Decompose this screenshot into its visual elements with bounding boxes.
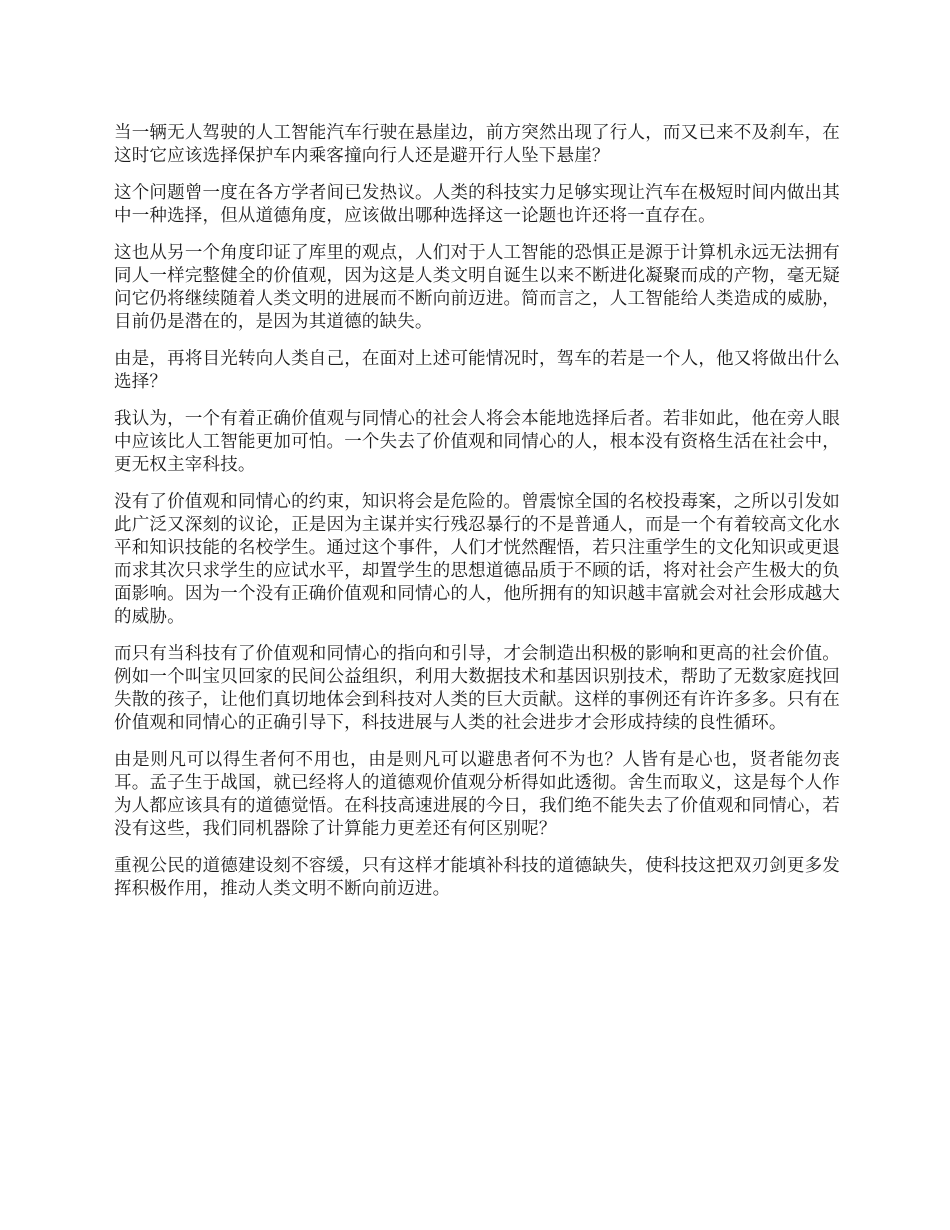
paragraph-9: 重视公民的道德建设刻不容缓，只有这样才能填补科技的道德缺失，使科技这把双刃剑更多发挥积极作用，推动人类文明不断向前迈进。: [114, 856, 840, 899]
paragraph-3: 这也从另一个角度印证了库里的观点，人们对于人工智能的恐惧正是源于计算机永远无法拥有同人一样完整健全的价值观，因为这是人类文明自诞生以来不断进化凝聚而成的产物，毫无疑问它仍将继续随着人类文明的进展而不断向前迈进。简而言之，人工智能给人类造成的威胁，目前仍是潜在的，是因为其道德的缺失。: [114, 243, 840, 332]
paragraph-4: 由是，再将目光转向人类自己，在面对上述可能情况时，驾车的若是一个人，他又将做出什么选择？: [114, 349, 840, 392]
paragraph-5: 我认为，一个有着正确价值观与同情心的社会人将会本能地选择后者。若非如此，他在旁人眼中应该比人工智能更加可怕。一个失去了价值观和同情心的人，根本没有资格生活在社会中，更无权主宰科技。: [114, 409, 840, 475]
paragraph-6: 没有了价值观和同情心的约束，知识将会是危险的。曾震惊全国的名校投毒案，之所以引发如此广泛又深刻的议论，正是因为主谋并实行残忍暴行的不是普通人，而是一个有着较高文化水平和知识技能的名校学生。通过这个事件，人们才恍然醒悟，若只注重学生的文化知识或更退而求其次只求学生的应试水平，却置学生的思想道德品质于不顾的话，将对社会产生极大的负面影响。因为一个没有正确价值观和同情心的人，他所拥有的知识越丰富就会对社会形成越大的威胁。: [114, 492, 840, 627]
paragraph-2: 这个问题曾一度在各方学者间已发热议。人类的科技实力足够实现让汽车在极短时间内做出其中一种选择，但从道德角度，应该做出哪种选择这一论题也许还将一直存在。: [114, 183, 840, 226]
paragraph-8: 由是则凡可以得生者何不用也，由是则凡可以避患者何不为也？人皆有是心也，贤者能勿丧耳。孟子生于战国，就已经将人的道德观价值观分析得如此透彻。舍生而取义，这是每个人作为人都应该具有的道德觉悟。在科技高速进展的今日，我们绝不能失去了价值观和同情心，若没有这些，我们同机器除了计算能力更差还有何区别呢？: [114, 750, 840, 839]
paragraph-7: 而只有当科技有了价值观和同情心的指向和引导，才会制造出积极的影响和更高的社会价值。例如一个叫宝贝回家的民间公益组织，利用大数据技术和基因识别技术，帮助了无数家庭找回失散的孩子，让他们真切地体会到科技对人类的巨大贡献。这样的事例还有许许多多。只有在价值观和同情心的正确引导下，科技进展与人类的社会进步才会形成持续的良性循环。: [114, 644, 840, 733]
paragraph-1: 当一辆无人驾驶的人工智能汽车行驶在悬崖边，前方突然出现了行人，而又已来不及刹车，在这时它应该选择保护车内乘客撞向行人还是避开行人坠下悬崖？: [114, 123, 840, 166]
